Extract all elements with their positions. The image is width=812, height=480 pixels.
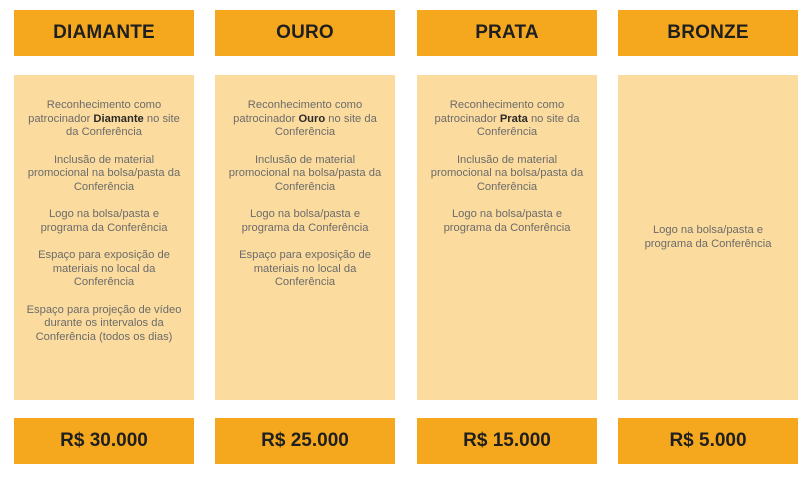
tier-benefits-diamante [14, 75, 194, 400]
tier-price-ouro: R$ 25.000 [215, 418, 395, 464]
benefit-promo-material: Inclusão de material promocional na bolsa/pasta da Conferência [27, 153, 181, 193]
benefit-recognition: Reconhecimento como patrocinador Ouro no site da Conferência [233, 99, 377, 138]
tier-header-diamante: DIAMANTE [14, 10, 194, 56]
tier-header-ouro: OURO [215, 10, 395, 56]
tier-price-diamante: R$ 30.000 [14, 418, 194, 464]
tier-benefits-ouro [215, 75, 395, 400]
benefit-logo: Logo na bolsa/pasta e programa da Conferência [241, 208, 369, 234]
tier-price-prata: R$ 15.000 [417, 418, 597, 464]
tier-column-diamante [14, 0, 194, 480]
benefit-promo-material: Inclusão de material promocional na bolsa/pasta da Conferência [228, 153, 382, 193]
benefit-logo: Logo na bolsa/pasta e programa da Conferência [443, 208, 571, 234]
benefit-exhibition-space: Espaço para exposição de materiais no local da Conferência [239, 249, 371, 288]
benefit-logo: Logo na bolsa/pasta e programa da Conferência [644, 224, 772, 250]
tier-benefits-bronze [618, 75, 798, 400]
benefit-exhibition-space: Espaço para exposição de materiais no local da Conferência [38, 249, 170, 288]
benefit-promo-material: Inclusão de material promocional na bolsa/pasta da Conferência [430, 153, 584, 193]
benefit-recognition: Reconhecimento como patrocinador Prata no site da Conferência [434, 99, 580, 138]
benefit-video-projection: Espaço para projeção de vídeo durante os intervalos da Conferência (todos os dias) [26, 303, 182, 343]
benefit-recognition: Reconhecimento como patrocinador Diamante no site da Conferência [28, 99, 180, 138]
tier-header-prata: PRATA [417, 10, 597, 56]
tier-benefits-prata [417, 75, 597, 400]
tier-column-bronze [618, 0, 798, 480]
tier-price-bronze: R$ 5.000 [618, 418, 798, 464]
tier-column-prata [417, 0, 597, 480]
benefit-logo: Logo na bolsa/pasta e programa da Conferência [40, 208, 168, 234]
tier-column-ouro [215, 0, 395, 480]
tier-header-bronze: BRONZE [618, 10, 798, 56]
